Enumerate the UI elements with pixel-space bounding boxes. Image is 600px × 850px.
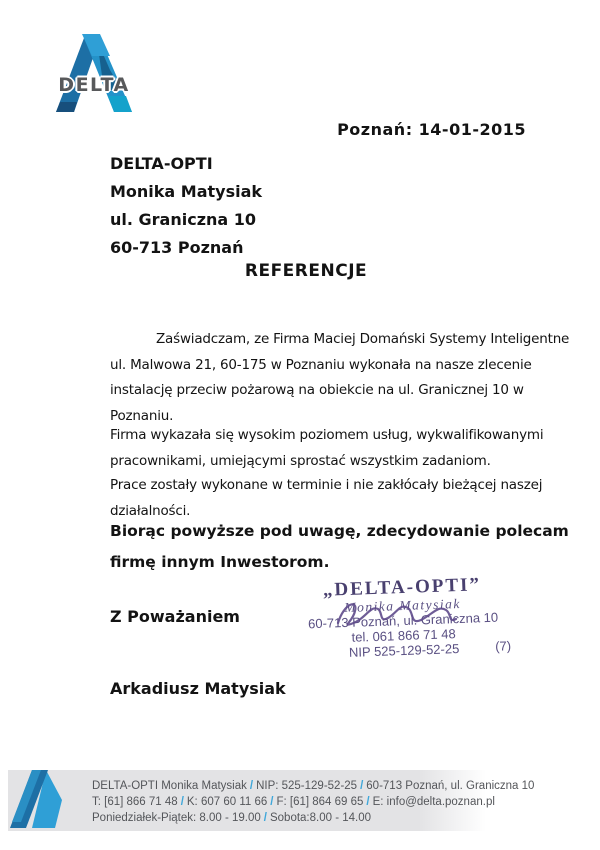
paragraph-line: Poznaniu. (110, 407, 174, 424)
stamp-nip: NIP 525-129-52-25 (348, 641, 460, 660)
footer-separator: / (249, 780, 254, 792)
paragraph-line: Biorąc powyższe pod uwagę, zdecydowanie polecam (110, 522, 569, 540)
footer-separator: / (270, 796, 274, 808)
footer-contact-part: NIP: 525-129-52-25 (256, 780, 358, 792)
recipient-line: Monika Matysiak (110, 182, 263, 201)
letter-title: REFERENCJE (244, 261, 368, 281)
delta-logo (52, 30, 136, 120)
footer-separator: / (360, 780, 364, 792)
footer-contact-line-1 (92, 778, 534, 794)
paragraph-1 (110, 327, 569, 429)
logo-wordmark: DELTA (58, 74, 130, 96)
date-line: Poznań: 14-01-2015 (337, 120, 526, 139)
paragraph-line: Prace zostały wykonane w terminie i nie zakłócały bieżącej naszej (110, 477, 543, 493)
paragraph-line: Zaświadczam, ze Firma Maciej Domański Systemy Inteligentne (156, 331, 570, 347)
paragraph-line: pracownikami, umiejącymi sprostać wszystkim zadaniom. (110, 452, 491, 469)
paragraph-line: Firma wykazała się wysokim poziomem usług, wykwalifikowanymi (110, 427, 544, 443)
recipient-block (110, 150, 262, 262)
footer-contact-part: 60-713 Poznań, ul. Graniczna 10 (366, 780, 535, 792)
footer-contact-line-2 (92, 794, 534, 810)
footer-contact-part: E: info@delta.poznan.pl (372, 796, 495, 808)
stamp-name: Monika Matysiak (344, 595, 462, 616)
footer-contact-part: DELTA-OPTI Monika Matysiak (92, 780, 247, 792)
footer-contact-part: T: [61] 866 71 48 (92, 796, 178, 808)
paragraph-4-recommendation (110, 516, 569, 578)
stamp-phone: tel. 061 866 71 48 (351, 626, 456, 645)
footer-separator: / (180, 796, 184, 808)
signatory-name: Arkadiusz Matysiak (110, 679, 286, 698)
paragraph-2 (110, 423, 543, 474)
footer-contact-block (92, 778, 534, 826)
footer-contact-part: F: [61] 864 69 65 (276, 796, 364, 808)
footer-separator: / (366, 796, 370, 808)
recipient-line: DELTA-OPTI (110, 154, 213, 173)
footer-logo-mark (8, 770, 64, 828)
closing-salutation: Z Poważaniem (110, 607, 240, 626)
footer-separator: / (263, 812, 267, 824)
footer-contact-part: Sobota:8.00 - 14.00 (269, 812, 372, 824)
footer-contact-part: Poniedziałek-Piątek: 8.00 - 19.00 (92, 812, 261, 824)
signature-scribble (334, 595, 460, 635)
stamp-address: 60-713 Poznań, ul. Graniczna 10 (307, 609, 499, 632)
stamp-title: „DELTA-OPTI” (322, 574, 482, 601)
paragraph-line: ul. Malwowa 21, 60-175 w Poznaniu wykonała na nasze zlecenie (110, 356, 532, 373)
paragraph-line: działalności. (110, 502, 191, 519)
recipient-line: ul. Graniczna 10 (110, 210, 257, 229)
stamp-note: (7) (494, 638, 512, 654)
recipient-line: 60-713 Poznań (110, 238, 244, 257)
footer-bar (8, 770, 535, 831)
paragraph-line: firmę innym Inwestorom. (110, 553, 330, 571)
footer-contact-part: K: 607 60 11 66 (186, 796, 268, 808)
paragraph-line: instalację przeciw pożarową na obiekcie na ul. Granicznej 10 w (110, 382, 524, 398)
footer-contact-line-3 (92, 810, 534, 826)
